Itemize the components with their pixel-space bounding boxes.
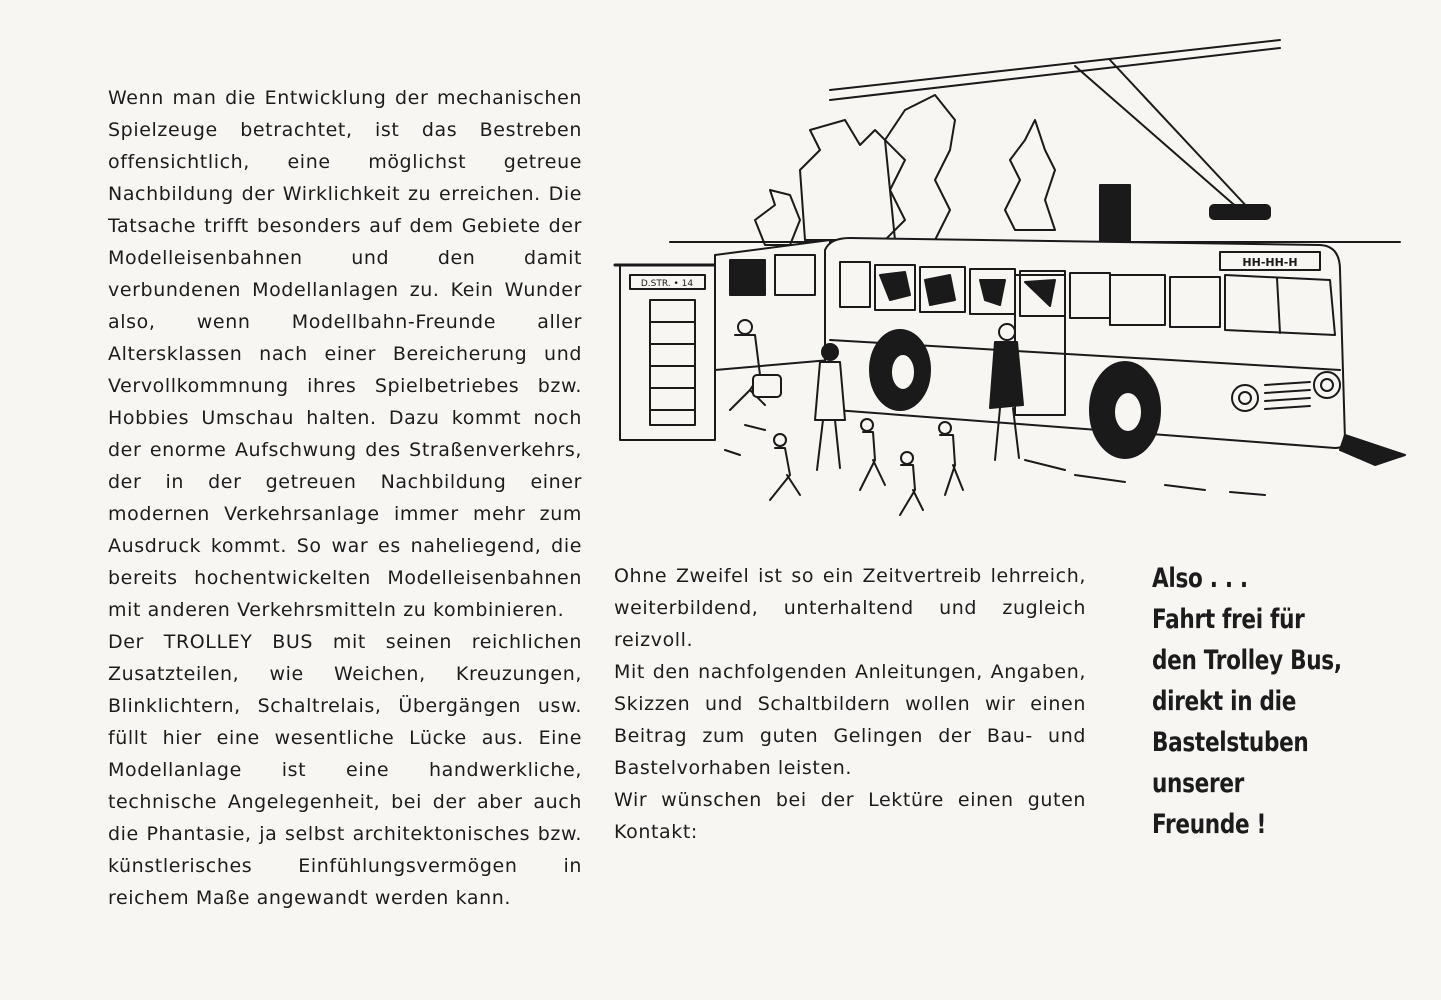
trolley-bus-drawing <box>605 30 1425 530</box>
slogan-line: Freunde ! <box>1152 809 1267 840</box>
intro-text-column <box>108 82 582 914</box>
slogan-line: unserer <box>1152 768 1244 799</box>
closing-paragraph-2: Mit den nachfolgenden Anleitungen, Angaben, Skizzen und Schaltbildern wollen wir einen Beitrag zum guten Gelingen der Bau- und Bastelvorhaben leisten. <box>614 661 1086 779</box>
intro-paragraph-1: Wenn man die Entwicklung der mechanischen Spielzeuge betrachtet, ist das Bestreben offensichtlich, eine möglichst getreue Nachbildung der Wirklichkeit zu erreichen. Die Tatsache trifft besonders auf dem Gebiete der Modelleisenbahnen und den damit verbundenen Modellanlagen zu. Kein Wunder also, wenn Modellbahn-Freunde aller Altersklassen nach einer Bereicherung und Vervollkommnung ihres Spielbetriebes bzw. Hobbies Umschau halten. Dazu kommt noch der enorme Aufschwung des Straßenverkehrs, der in der getreuen Nachbildung einer modernen Verkehrsanlage immer mehr zum Ausdruck kommt. So war es naheliegend, die bereits hochentwickelten Modelleisenbahnen mit anderen Verkehrsmitteln zu kombinieren. <box>108 87 582 621</box>
destination-sign-text: HH-HH-H <box>1242 256 1298 269</box>
slogan-line: Bastelstuben <box>1152 727 1309 758</box>
slogan-line: Fahrt frei für <box>1152 604 1305 635</box>
closing-text-column <box>614 560 1086 848</box>
slogan-line: Also . . . <box>1152 563 1248 594</box>
intro-paragraph-2: Der TROLLEY BUS mit seinen reichlichen Zusatzteilen, wie Weichen, Kreuzungen, Blinklichtern, Schaltrelais, Übergängen usw. füllt hier eine wesentliche Lücke aus. Eine Modellanlage ist eine handwerkliche, technische Angelegenheit, bei der aber auch die Phantasie, ja selbst architektonisches bzw. künstlerisches Einfühlungsvermögen in reichem Maße angewandt werden kann. <box>108 631 582 909</box>
slogan-block <box>1152 558 1368 845</box>
closing-paragraph-3: Wir wünschen bei der Lektüre einen guten Kontakt: <box>614 789 1086 843</box>
trolley-bus-illustration <box>605 30 1425 530</box>
closing-paragraph-1: Ohne Zweifel ist so ein Zeitvertreib lehrreich, weiterbildend, unterhaltend und zugleich reizvoll. <box>614 565 1086 651</box>
slogan-line: den Trolley Bus, <box>1152 645 1342 676</box>
kiosk-sign-text: D.STR. • 14 <box>640 279 694 289</box>
slogan-line: direkt in die <box>1152 686 1297 717</box>
